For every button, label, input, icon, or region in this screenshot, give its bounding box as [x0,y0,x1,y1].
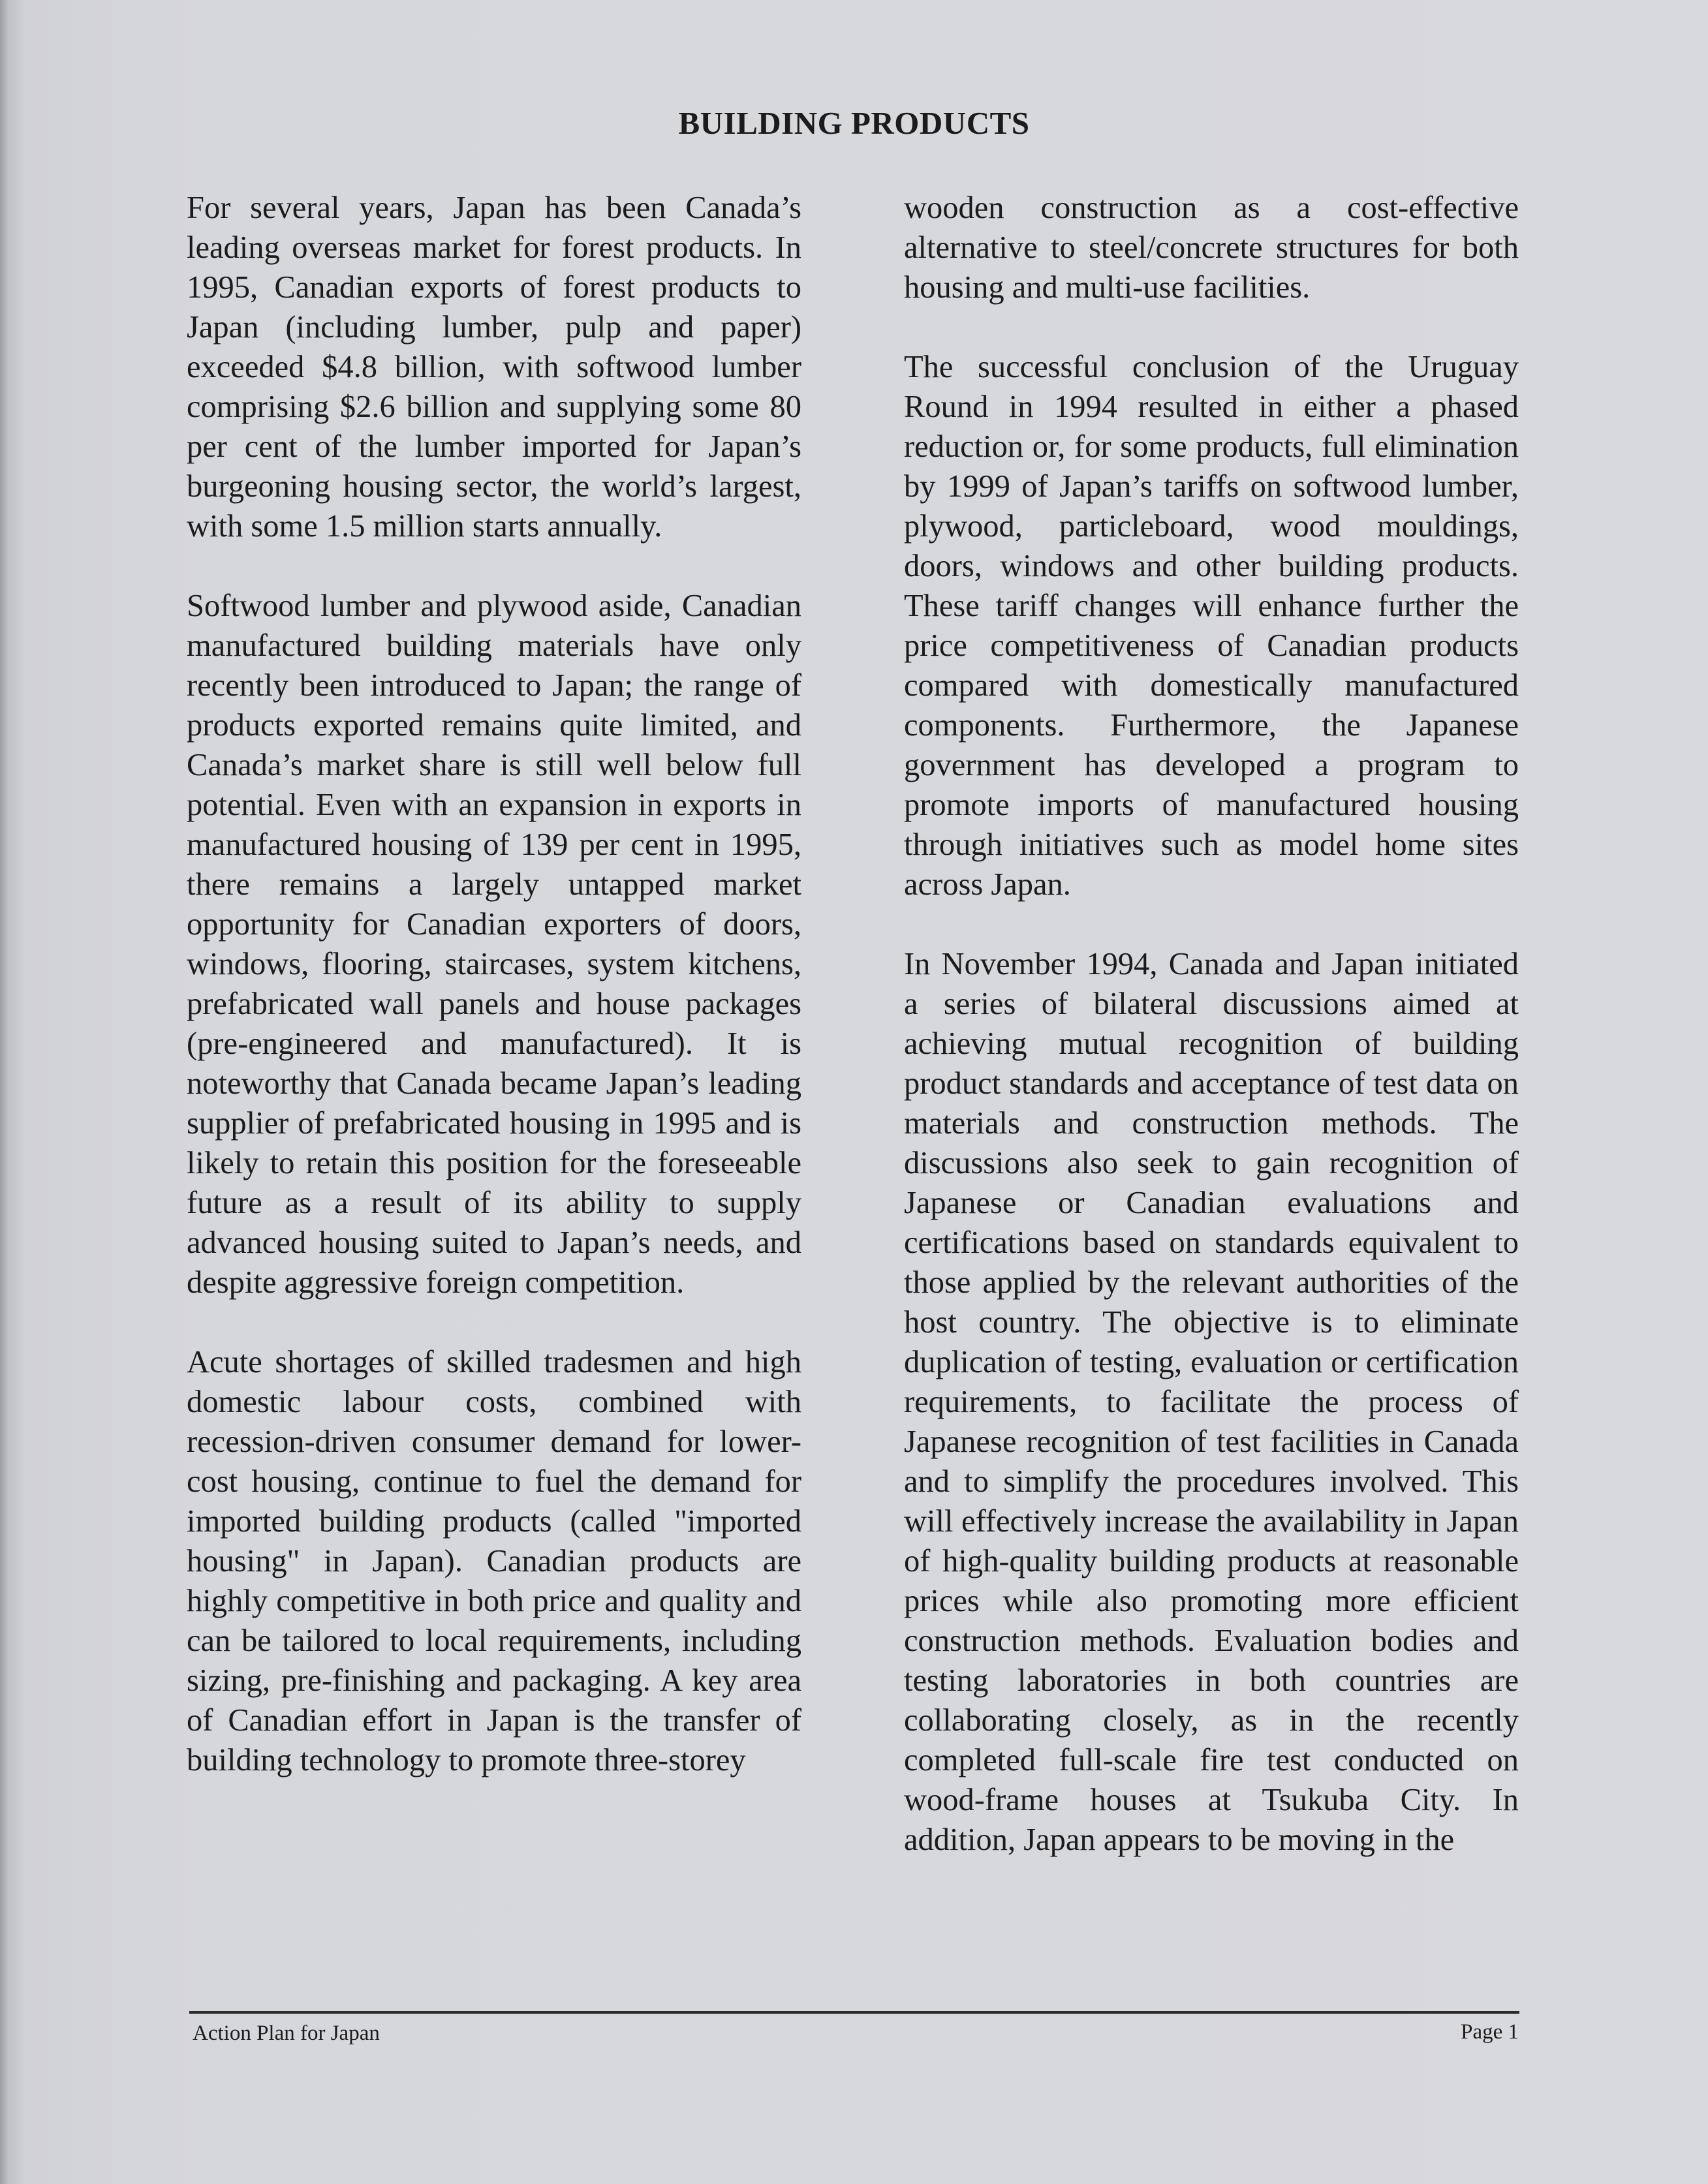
paragraph: In November 1994, Canada and Japan initiated a series of bilateral discussions aimed at achieving mutual recognition of building product standards and acceptance of test data on materials and construction methods. The discussions also seek to gain recognition of Japanese or Canadian evaluations and certifications based on standards equivalent to those applied by the relevant authorities of the host country. The objective is to eliminate duplication of testing, evaluation or certification requirements, to facilitate the process of Japanese recognition of test facilities in Canada and to simplify the procedures involved. This will effectively increase the availability in Japan of high-quality building products at reasonable prices while also promoting more efficient construction methods. Evaluation bodies and testing laboratories in both countries are collaborating closely, as in the recently completed full-scale fire test conducted on wood-frame houses at Tsukuba City. In addition, Japan appears to be moving in the [904,947,1519,1857]
right-column [904,188,1519,1899]
footer-page-number: Page 1 [1461,2020,1519,2044]
paragraph: Softwood lumber and plywood aside, Canadian manufactured building materials have only recently been introduced to Japan; the range of products exported remains quite limited, and Canada’s market share is still well below full potential. Even with an expansion in exports in manufactured housing of 139 per cent in 1995, there remains a largely untapped market opportunity for Canadian exporters of doors, windows, flooring, staircases, system kitchens, prefabricated wall panels and house packages (pre-engineered and manufactured). It is noteworthy that Canada became Japan’s leading supplier of prefabricated housing in 1995 and is likely to retain this position for the foreseeable future as a result of its ability to supply advanced housing suited to Japan’s needs, and despite aggressive foreign competition. [187,589,801,1300]
paragraph: For several years, Japan has been Canada’s leading overseas market for forest products. In 1995, Canadian exports of forest products to Japan (including lumber, pulp and paper) exceeded $4.8 billion, with softwood lumber comprising $2.6 billion and supplying some 80 per cent of the lumber imported for Japan’s burgeoning housing sector, the world’s largest, with some 1.5 million starts annually. [187,191,801,544]
paragraph: The successful conclusion of the Uruguay Round in 1994 resulted in either a phased reduction or, for some products, full elimination by 1999 of Japan’s tariffs on softwood lumber, plywood, particleboard, wood mouldings, doors, windows and other building products. These tariff changes will enhance further the price competitiveness of Canadian products compared with domestically manufactured components. Furthermore, the Japanese government has developed a program to promote imports of manufactured housing through initiatives such as model home sites across Japan. [904,350,1519,902]
paragraph: Acute shortages of skilled tradesmen and high domestic labour costs, combined with recession-driven consumer demand for lower-cost housing, continue to fuel the demand for imported building products (called "imported housing" in Japan). Canadian products are highly competitive in both price and quality and can be tailored to local requirements, including sizing, pre-finishing and packaging. A key area of Canadian effort in Japan is the transfer of building technology to promote three-storey [187,1345,801,1777]
left-column [187,188,801,1820]
page-title: BUILDING PRODUCTS [678,105,1030,141]
footer-rule [189,2011,1519,2014]
binding-edge [0,0,9,2184]
footer-document-title: Action Plan for Japan [193,2022,380,2045]
paragraph: wooden construction as a cost-effective alternative to steel/concrete structures for both housing and multi-use facilities. [904,191,1519,305]
